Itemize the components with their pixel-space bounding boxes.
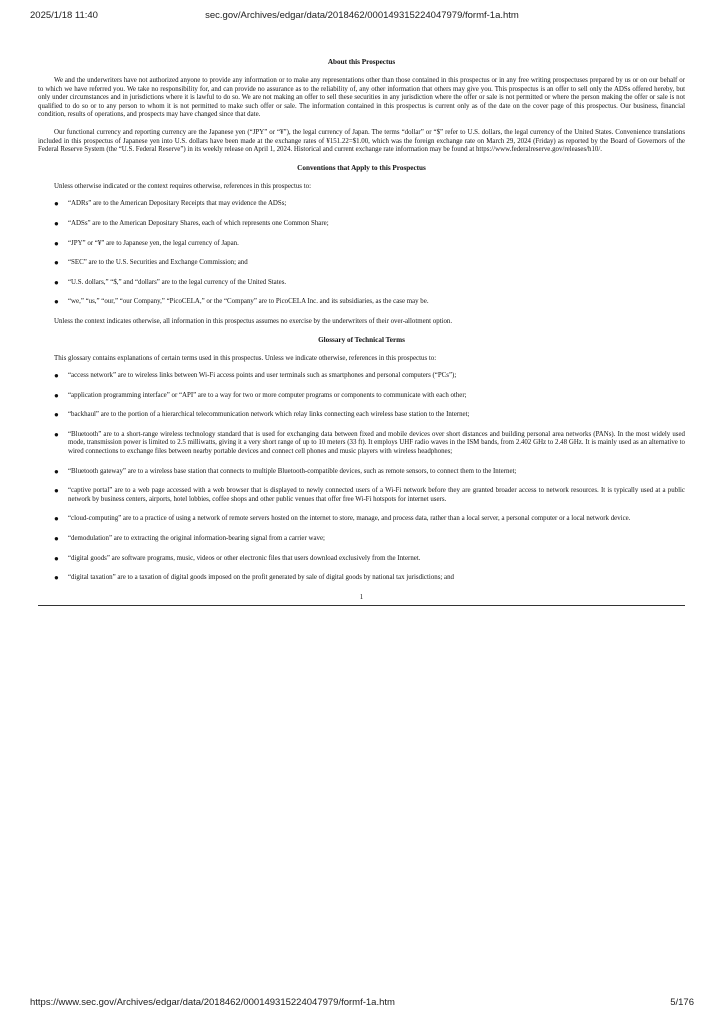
list-item: ● “SEC” are to the U.S. Securities and Exchange Commission; and xyxy=(54,258,248,268)
list-item: ● “Bluetooth gateway” are to a wireless base station that connects to multiple Bluetooth-compatible devices, such as remote sensors, to connect them to the Internet; xyxy=(54,466,517,476)
bullet-icon: ● xyxy=(54,218,59,228)
bullet-icon: ● xyxy=(54,534,59,544)
list-item: ● “Bluetooth” are to a short-range wireless technology standard that is used for exchanging data between fixed and mobile devices over short distances and building personal area networks (PANs). In the most widely used mode, transmission power is limited to 2.5 milliwatts, giving it a very short range of up to 10 meters (33 ft). It employs UHF radio waves in the ISM bands, from 2.402 GHz to 2.48 GHz. It is mainly used as an alternative to wired connections to exchange files between nearby portable devices and connect cell phones and music players with wireless headphones; xyxy=(54,429,685,456)
print-footer-url: https://www.sec.gov/Archives/edgar/data/2018462/000149315224047979/formf-1a.htm xyxy=(30,997,395,1008)
print-timestamp: 2025/1/18 11:40 xyxy=(30,10,98,21)
conventions-intro: Unless otherwise indicated or the context requires otherwise, references in this prospectus to: xyxy=(54,182,311,190)
bullet-icon: ● xyxy=(54,297,59,307)
page-number: 1 xyxy=(359,593,364,601)
list-item: ● “ADRs” are to the American Depositary Receipts that may evidence the ADSs; xyxy=(54,199,287,209)
bullet-icon: ● xyxy=(54,390,59,400)
glossary-heading: Glossary of Technical Terms xyxy=(318,335,405,344)
bullet-icon: ● xyxy=(54,199,59,209)
list-item: ● “application programming interface” or “API” are to a way for two or more computer programs or components to communicate with each other; xyxy=(54,390,467,400)
print-page-count: 5/176 xyxy=(670,997,694,1008)
footer-divider xyxy=(38,605,685,606)
list-item: ● “demodulation” are to extracting the original information-bearing signal from a carrier wave; xyxy=(54,534,325,544)
browser-print-header xyxy=(30,10,694,21)
glossary-intro: This glossary contains explanations of certain terms used in this prospectus. Unless we indicate otherwise, references in this prospectus to: xyxy=(54,354,437,362)
bullet-icon: ● xyxy=(54,238,59,248)
about-heading: About this Prospectus xyxy=(327,58,396,66)
list-item: ● “we,” “us,” “our,” “our Company,” “PicoCELA,” or the “Company” are to PicoCELA Inc. and its subsidiaries, as the case may be. xyxy=(54,297,429,307)
list-item: ● “backhaul” are to the portion of a hierarchical telecommunication network which relay links connecting each wireless base station to the Internet; xyxy=(54,410,470,420)
list-item: ● “U.S. dollars,” “$,” and “dollars” are to the legal currency of the United States. xyxy=(54,277,287,287)
about-paragraph-2: Our functional currency and reporting currency are the Japanese yen (“JPY” or “¥”), the legal currency of Japan. The terms “dollar” or “$” refer to U.S. dollars, the legal currency of the United States. Convenience translations included in this prospectus of Japanese yen into U.S. dollars have been made at the exchange rates of ¥151.22=$1.00, which was the foreign exchange rate on March 29, 2024 (Friday) as reported by the Board of Governors of the Federal Reserve System (the “U.S. Federal Reserve”) in its weekly release on April 1, 2024. Historical and current exchange rate information may be found at https://www.federalreserve.gov/releases/h10/. xyxy=(38,128,685,154)
glossary-list xyxy=(38,372,685,583)
conventions-outro: Unless the context indicates otherwise, all information in this prospectus assumes no exercise by the underwriters of their over-allotment option. xyxy=(54,317,453,325)
list-item: ● “digital taxation” are to a taxation of digital goods imposed on the profit generated by sale of digital goods by national tax jurisdictions; and xyxy=(54,573,454,583)
document-body xyxy=(38,58,685,606)
print-header-url: sec.gov/Archives/edgar/data/2018462/000149315224047979/formf-1a.htm xyxy=(205,10,519,21)
about-paragraph-1: We and the underwriters have not authorized anyone to provide any information or to make any representations other than those contained in this prospectus or in any free writing prospectuses prepared by us or on our behalf or to which we have referred you. We take no responsibility for, and can provide no assurance as to the reliability of, any other information that others may give you. This prospectus is an offer to sell only the ADSs offered hereby, but only under circumstances and in jurisdictions where it is lawful to do so. We are not making an offer to sell these securities in any jurisdiction where the offer or sale is not permitted or where the person making the offer or sale is not qualified to do so or to any person to whom it is not permitted to make such offer or sale. The information contained in this prospectus is current only as of the date on the cover page of this prospectus. Our business, financial condition, results of operations, and prospects may have changed since that date. xyxy=(38,77,685,119)
browser-print-footer xyxy=(30,997,694,1008)
bullet-icon: ● xyxy=(54,514,59,524)
list-item: ● “captive portal” are to a web page accessed with a web browser that is displayed to newly connected users of a Wi-Fi network before they are granted broader access to network resources. It is typically used at a public network by business centers, airports, hotel lobbies, coffee shops and other public venues that offer free Wi-Fi hotspots for internet users. xyxy=(54,486,685,503)
bullet-icon: ● xyxy=(54,573,59,583)
bullet-icon: ● xyxy=(54,258,59,268)
list-item: ● “cloud-computing” are to a practice of using a network of remote servers hosted on the internet to store, manage, and process data, rather than a local server, a personal computer or a local network device. xyxy=(54,514,631,524)
list-item: ● “ADSs” are to the American Depositary Shares, each of which represents one Common Share; xyxy=(54,218,329,228)
bullet-icon: ● xyxy=(54,486,59,496)
bullet-icon: ● xyxy=(54,429,59,439)
list-item: ● “JPY” or “¥” are to Japanese yen, the legal currency of Japan. xyxy=(54,238,239,248)
bullet-icon: ● xyxy=(54,553,59,563)
list-item: ● “digital goods” are software programs, music, videos or other electronic files that users download exclusively from the Internet. xyxy=(54,553,421,563)
conventions-heading: Conventions that Apply to this Prospectus xyxy=(297,163,426,172)
list-item: ● “access network” are to wireless links between Wi-Fi access points and user terminals such as smartphones and personal computers (“PCs”); xyxy=(54,371,457,381)
bullet-icon: ● xyxy=(54,410,59,420)
bullet-icon: ● xyxy=(54,466,59,476)
bullet-icon: ● xyxy=(54,277,59,287)
bullet-icon: ● xyxy=(54,371,59,381)
conventions-list xyxy=(38,200,685,307)
